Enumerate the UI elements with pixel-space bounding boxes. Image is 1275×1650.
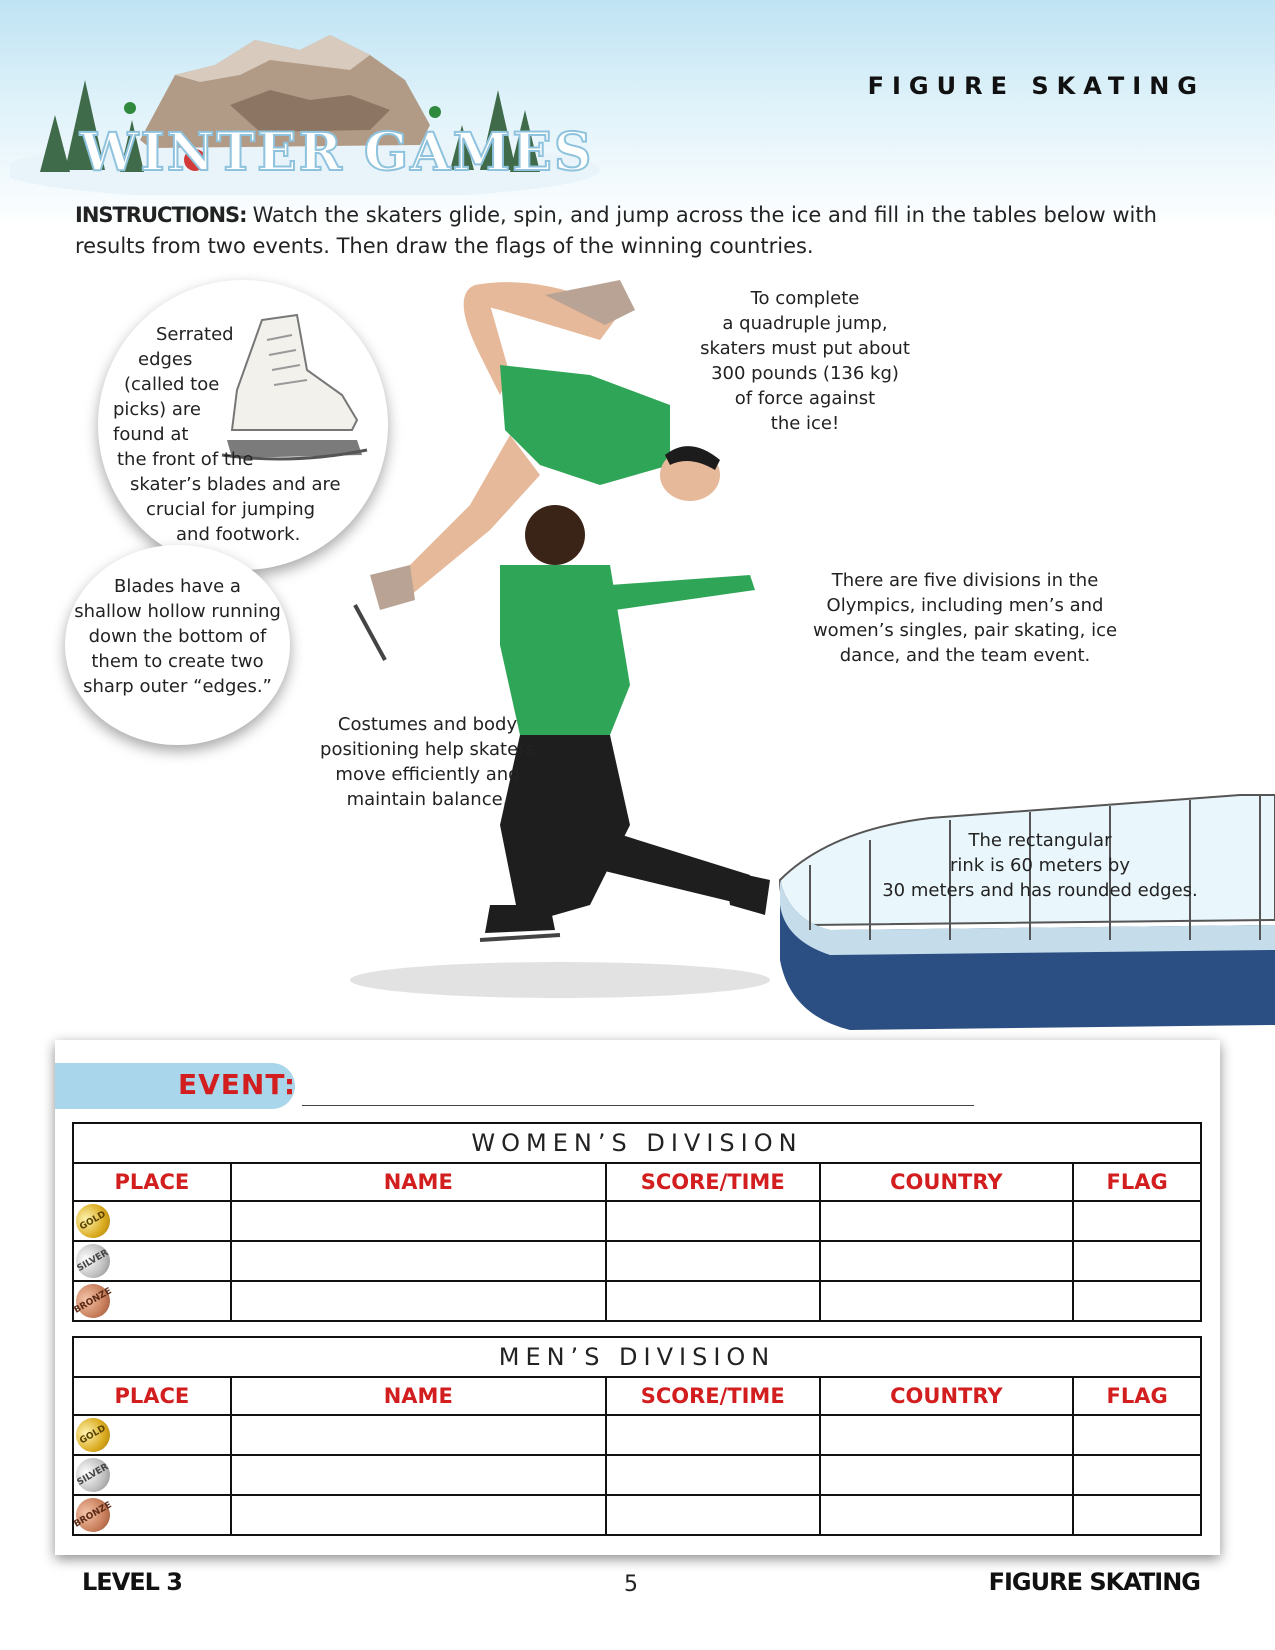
- instructions: [75, 200, 1195, 262]
- fact-line: Olympics, including men’s and: [826, 595, 1104, 616]
- flag-cell[interactable]: [1073, 1495, 1201, 1535]
- fact-line: found at: [113, 424, 189, 445]
- winter-games-logo: [10, 20, 610, 195]
- fact-line: of force against: [734, 388, 876, 409]
- table-row: [73, 1281, 1201, 1321]
- flag-cell[interactable]: [1073, 1415, 1201, 1455]
- col-place: PLACE: [73, 1163, 231, 1201]
- fact-line: skaters must put about: [700, 338, 910, 359]
- fact-rink: [875, 828, 1205, 903]
- country-cell[interactable]: [820, 1201, 1074, 1241]
- table-row: [73, 1201, 1201, 1241]
- fact-line: crucial for jumping: [146, 499, 316, 520]
- fact-costumes: [315, 712, 540, 812]
- fact-line: Costumes and body: [337, 714, 518, 735]
- fact-line: skater’s blades and are: [130, 474, 341, 495]
- score-cell[interactable]: [606, 1455, 820, 1495]
- flag-cell[interactable]: [1073, 1455, 1201, 1495]
- score-cell[interactable]: [606, 1415, 820, 1455]
- fact-line: Serrated: [156, 324, 234, 345]
- place-cell: [73, 1241, 231, 1281]
- country-cell[interactable]: [820, 1281, 1074, 1321]
- fact-quad-jump: [665, 286, 945, 436]
- col-name: NAME: [231, 1163, 606, 1201]
- place-cell: [73, 1415, 231, 1455]
- name-cell[interactable]: [231, 1281, 606, 1321]
- fact-line: dance, and the team event.: [839, 645, 1091, 666]
- footer-subject: FIGURE SKATING: [988, 1568, 1200, 1596]
- fact-line: picks) are: [113, 399, 201, 420]
- fact-line: shallow hollow running: [74, 601, 281, 622]
- fact-line: and footwork.: [176, 524, 301, 545]
- flag-cell[interactable]: [1073, 1241, 1201, 1281]
- fact-line: rink is 60 meters by: [950, 855, 1130, 876]
- silver-medal-icon: SILVER: [70, 1452, 116, 1498]
- fact-line: the front of the: [117, 449, 254, 470]
- event-label: EVENT:: [178, 1068, 297, 1101]
- fact-line: positioning help skaters: [320, 739, 535, 760]
- place-cell: [73, 1495, 231, 1535]
- fact-line: a quadruple jump,: [722, 313, 888, 334]
- place-cell: [73, 1455, 231, 1495]
- score-cell[interactable]: [606, 1201, 820, 1241]
- table-row: [73, 1455, 1201, 1495]
- col-flag: FLAG: [1073, 1377, 1201, 1415]
- fact-line: maintain balance.: [346, 789, 509, 810]
- country-cell[interactable]: [820, 1415, 1074, 1455]
- table-row: [73, 1495, 1201, 1535]
- gold-medal-icon: GOLD: [70, 1198, 116, 1244]
- fact-line: Blades have a: [114, 576, 241, 597]
- event-input-line[interactable]: [302, 1105, 974, 1106]
- page-number: 5: [624, 1572, 638, 1597]
- instructions-label: INSTRUCTIONS:: [75, 203, 247, 227]
- col-name: NAME: [231, 1377, 606, 1415]
- col-country: COUNTRY: [820, 1163, 1074, 1201]
- flag-cell[interactable]: [1073, 1281, 1201, 1321]
- mens-division-title: MEN’S DIVISION: [73, 1337, 1201, 1377]
- fact-line: To complete: [750, 288, 860, 309]
- fact-line: The rectangular: [968, 830, 1112, 851]
- col-flag: FLAG: [1073, 1163, 1201, 1201]
- footer-level: LEVEL 3: [82, 1568, 183, 1596]
- country-cell[interactable]: [820, 1455, 1074, 1495]
- fact-line: (called toe: [124, 374, 220, 395]
- fact-blades: [70, 574, 285, 699]
- gold-medal-icon: GOLD: [70, 1412, 116, 1458]
- section-title: FIGURE SKATING: [867, 72, 1205, 100]
- silver-medal-icon: SILVER: [70, 1238, 116, 1284]
- fact-line: 30 meters and has rounded edges.: [882, 880, 1198, 901]
- place-cell: [73, 1281, 231, 1321]
- fact-line: There are five divisions in the: [831, 570, 1099, 591]
- table-row: [73, 1415, 1201, 1455]
- fact-line: the ice!: [770, 413, 840, 434]
- name-cell[interactable]: [231, 1495, 606, 1535]
- score-cell[interactable]: [606, 1241, 820, 1281]
- col-country: COUNTRY: [820, 1377, 1074, 1415]
- name-cell[interactable]: [231, 1201, 606, 1241]
- instructions-text: Watch the skaters glide, spin, and jump across the ice and fill in the tables below with results from two events. Then draw the flags of the winning countries.: [75, 203, 1157, 258]
- fact-line: 300 pounds (136 kg): [711, 363, 899, 384]
- score-cell[interactable]: [606, 1495, 820, 1535]
- fact-line: down the bottom of: [88, 626, 267, 647]
- score-cell[interactable]: [606, 1281, 820, 1321]
- flag-cell[interactable]: [1073, 1201, 1201, 1241]
- place-cell: [73, 1201, 231, 1241]
- womens-division-title: WOMEN’S DIVISION: [73, 1123, 1201, 1163]
- fact-line: them to create two: [91, 651, 264, 672]
- table-row: [73, 1241, 1201, 1281]
- name-cell[interactable]: [231, 1455, 606, 1495]
- name-cell[interactable]: [231, 1241, 606, 1281]
- womens-division-table: [72, 1122, 1202, 1322]
- name-cell[interactable]: [231, 1415, 606, 1455]
- fact-line: sharp outer “edges.”: [83, 676, 272, 697]
- mens-division-table: [72, 1336, 1202, 1536]
- fact-line: move efficiently and: [335, 764, 520, 785]
- country-cell[interactable]: [820, 1495, 1074, 1535]
- logo-text: WINTER GAMES: [80, 122, 594, 183]
- bronze-medal-icon: BRONZE: [70, 1492, 116, 1538]
- fact-toe-picks: [108, 322, 358, 547]
- fact-line: edges: [138, 349, 193, 370]
- fact-line: women’s singles, pair skating, ice: [812, 620, 1118, 641]
- fact-divisions: [810, 568, 1120, 668]
- col-score-time: SCORE/TIME: [606, 1377, 820, 1415]
- col-place: PLACE: [73, 1377, 231, 1415]
- bronze-medal-icon: BRONZE: [70, 1278, 116, 1324]
- country-cell[interactable]: [820, 1241, 1074, 1281]
- col-score-time: SCORE/TIME: [606, 1163, 820, 1201]
